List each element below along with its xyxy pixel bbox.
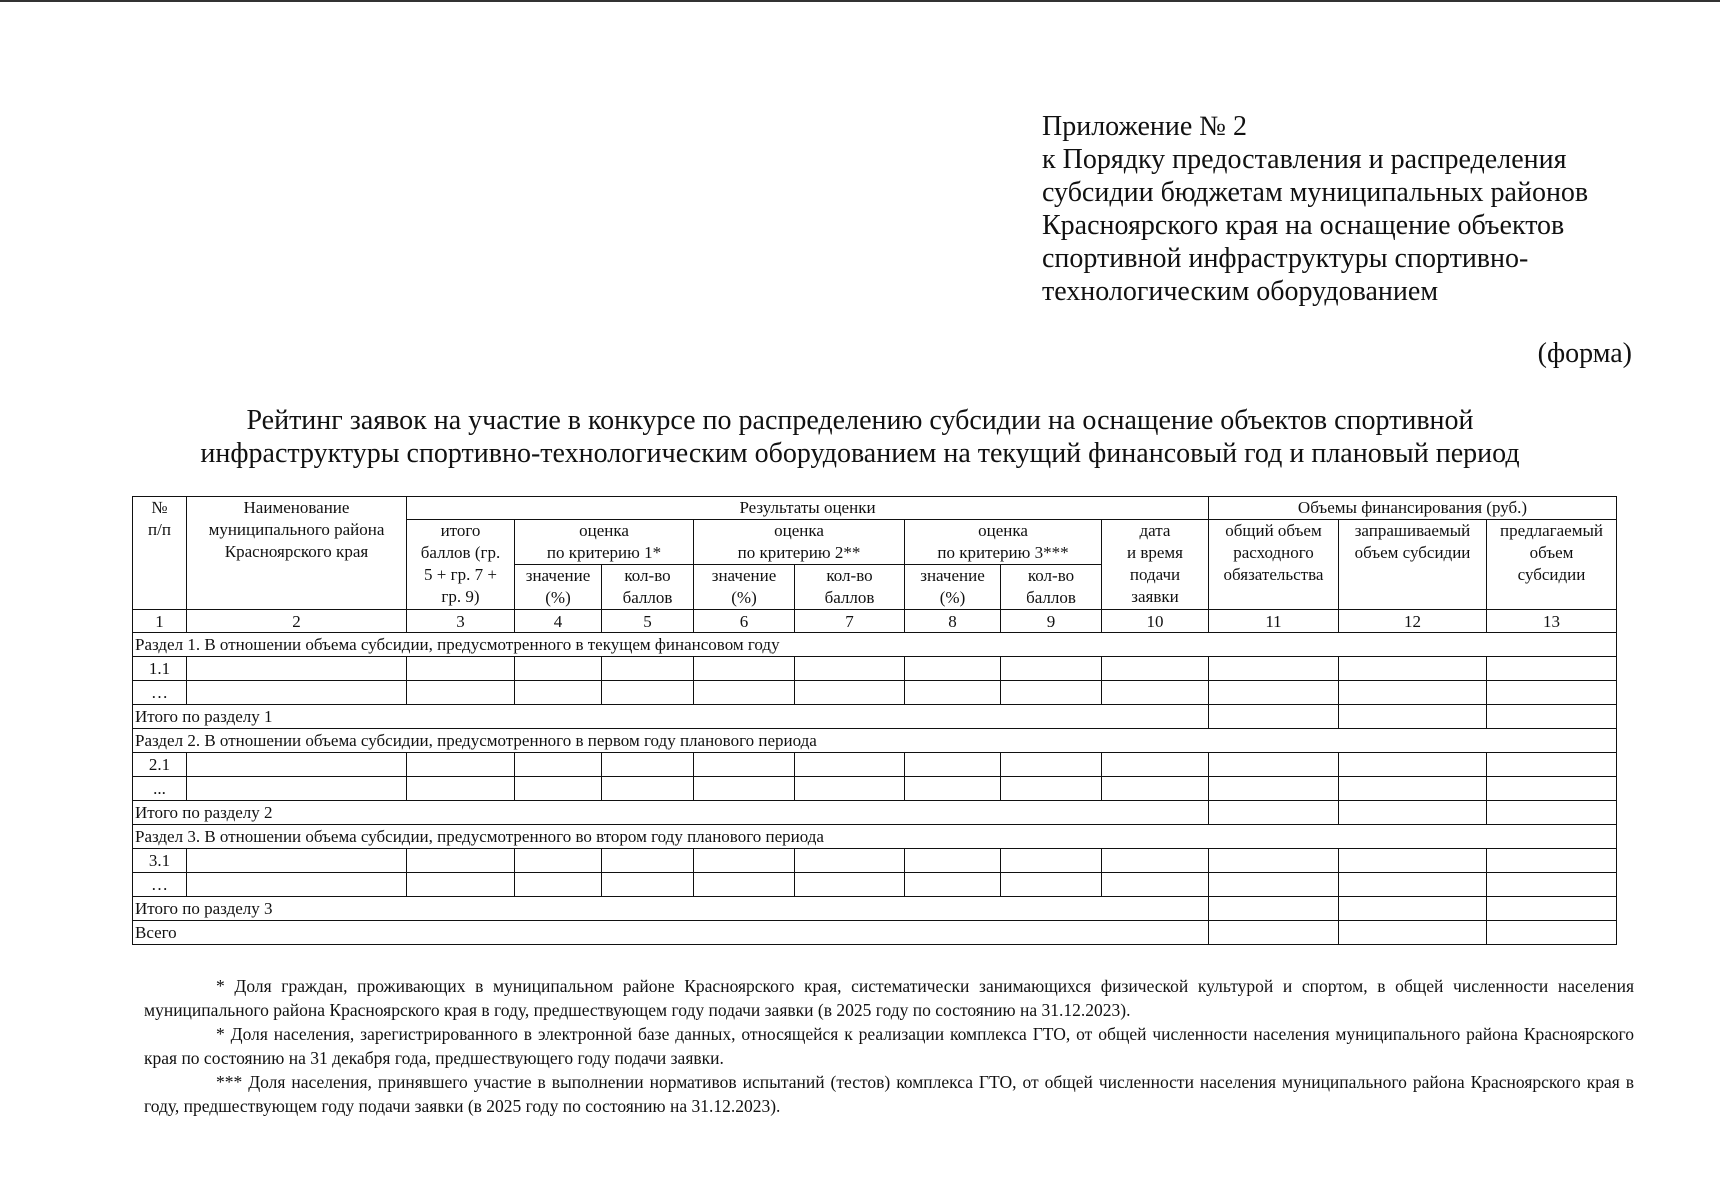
row-number: ...	[133, 777, 187, 801]
column-number: 2	[187, 610, 407, 633]
section-total-label: Итого по разделу 3	[133, 897, 1209, 921]
appendix-line: Красноярского края на оснащение объектов	[1042, 210, 1565, 241]
column-number: 7	[795, 610, 905, 633]
form-label: (форма)	[1537, 338, 1632, 369]
section-total-row	[133, 897, 1617, 921]
header-requested-volume: запрашиваемый объем субсидии	[1339, 520, 1487, 610]
table-row	[133, 777, 1617, 801]
section-row	[133, 729, 1617, 753]
column-number: 8	[905, 610, 1001, 633]
header-total-points: итого баллов (гр. 5 + гр. 7 + гр. 9)	[407, 520, 515, 610]
footnote: *** Доля населения, принявшего участие в выполнении нормативов испытаний (тестов) комплекса ГТО, от общей численности населения муниципального района Красноярского края в году, предшествующем году подачи заявки (в 2025 году по состоянию на 31.12.2023).	[144, 1072, 1634, 1116]
section-total-row	[133, 801, 1617, 825]
header-points-count: кол-во баллов	[795, 565, 905, 610]
grand-total-label: Всего	[133, 921, 1209, 945]
header-value-pct: значение (%)	[905, 565, 1001, 610]
header-evaluation-results: Результаты оценки	[407, 497, 1209, 520]
header-submission-date: дата и время подачи заявки	[1102, 520, 1209, 610]
row-number: 1.1	[133, 657, 187, 681]
rating-table	[132, 496, 1617, 945]
section-total-label: Итого по разделу 2	[133, 801, 1209, 825]
appendix-line: к Порядку предоставления и распределения	[1042, 144, 1567, 175]
appendix-line: спортивной инфраструктуры спортивно-	[1042, 243, 1529, 274]
section-title: Раздел 2. В отношении объема субсидии, предусмотренного в первом году планового периода	[133, 729, 1617, 753]
header-district-name: Наименование муниципального района Красноярского края	[187, 497, 407, 610]
column-number: 3	[407, 610, 515, 633]
header-points-count: кол-во баллов	[602, 565, 694, 610]
appendix-header	[1042, 110, 1682, 308]
section-row	[133, 633, 1617, 657]
section-row	[133, 825, 1617, 849]
column-number: 6	[694, 610, 795, 633]
column-number: 10	[1102, 610, 1209, 633]
footnote: * Доля населения, зарегистрированного в электронной базе данных, относящейся к реализации комплекса ГТО, от общей численности населения муниципального района Красноярского края по состоянию на 31 декабря года, предшествующего году подачи заявки.	[144, 1024, 1634, 1068]
column-number: 9	[1001, 610, 1102, 633]
header-value-pct: значение (%)	[694, 565, 795, 610]
section-title: Раздел 1. В отношении объема субсидии, предусмотренного в текущем финансовом году	[133, 633, 1617, 657]
header-points-count: кол-во баллов	[1001, 565, 1102, 610]
page-top-border	[0, 0, 1720, 2]
row-number: 2.1	[133, 753, 187, 777]
header-total-volume: общий объем расходного обязательства	[1209, 520, 1339, 610]
header-proposed-volume: предлагаемый объем субсидии	[1487, 520, 1617, 610]
column-number: 11	[1209, 610, 1339, 633]
document-title	[0, 404, 1720, 470]
footnote: * Доля граждан, проживающих в муниципальном районе Красноярского края, систематически занимающихся физической культурой и спортом, в общей численности населения муниципального района Красноярского края в году, предшествующем году подачи заявки (в 2025 году по состоянию на 31.12.2023).	[144, 976, 1634, 1020]
grand-total-row	[133, 921, 1617, 945]
section-title: Раздел 3. В отношении объема субсидии, предусмотренного во втором году планового периода	[133, 825, 1617, 849]
header-criterion-2: оценка по критерию 2**	[694, 520, 905, 565]
column-number: 12	[1339, 610, 1487, 633]
row-number: …	[133, 873, 187, 897]
header-funding-volumes: Объемы финансирования (руб.)	[1209, 497, 1617, 520]
section-total-row	[133, 705, 1617, 729]
row-number: 3.1	[133, 849, 187, 873]
table-row	[133, 681, 1617, 705]
column-numbers-row	[133, 610, 1617, 633]
table-row	[133, 849, 1617, 873]
column-number: 1	[133, 610, 187, 633]
table-row	[133, 657, 1617, 681]
column-number: 4	[515, 610, 602, 633]
header-criterion-3: оценка по критерию 3***	[905, 520, 1102, 565]
header-value-pct: значение (%)	[515, 565, 602, 610]
section-total-label: Итого по разделу 1	[133, 705, 1209, 729]
appendix-line: Приложение № 2	[1042, 111, 1247, 142]
table-row	[133, 873, 1617, 897]
title-line: инфраструктуры спортивно-технологическим оборудованием на текущий финансовый год и плановый период	[200, 438, 1520, 469]
column-number: 13	[1487, 610, 1617, 633]
title-line: Рейтинг заявок на участие в конкурсе по распределению субсидии на оснащение объектов спортивной	[246, 405, 1474, 436]
column-number: 5	[602, 610, 694, 633]
table-row	[133, 753, 1617, 777]
footnotes	[144, 974, 1634, 1118]
appendix-line: субсидии бюджетам муниципальных районов	[1042, 177, 1589, 208]
header-criterion-1: оценка по критерию 1*	[515, 520, 694, 565]
appendix-line: технологическим оборудованием	[1042, 276, 1439, 307]
header-num: № п/п	[133, 497, 187, 610]
row-number: …	[133, 681, 187, 705]
